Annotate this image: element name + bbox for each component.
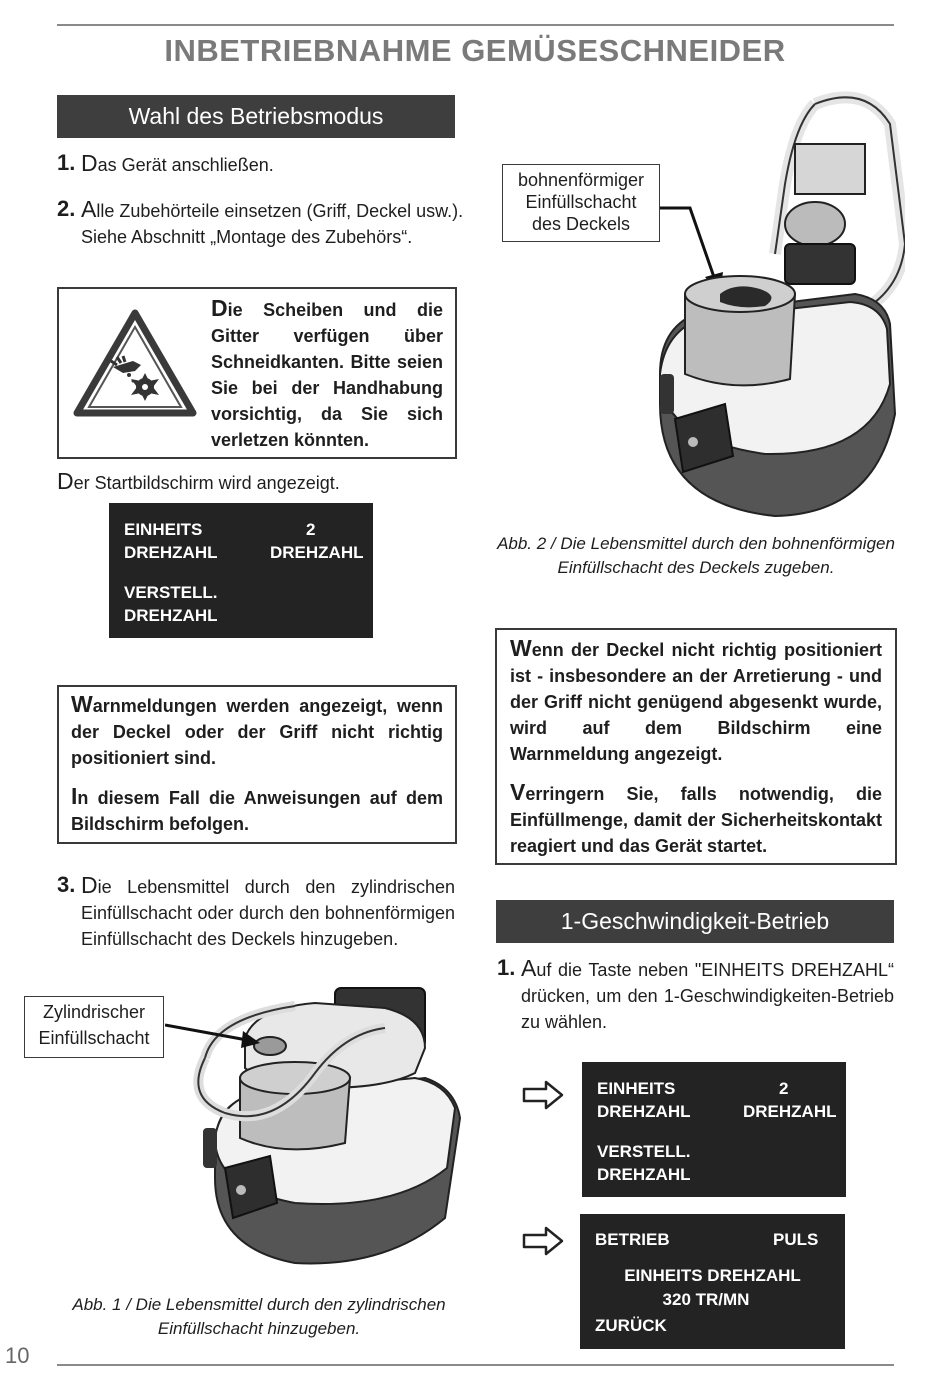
hollow-arrow-icon xyxy=(522,1226,564,1256)
display-single-speed xyxy=(580,1214,845,1349)
cut-hazard-icon xyxy=(73,309,197,419)
step-number: 3. xyxy=(57,872,76,897)
einheits-label: EINHEITS xyxy=(597,1079,676,1098)
drehzahl-bottom-label: DREHZAHL xyxy=(124,606,218,625)
step-number: 1. xyxy=(497,955,516,980)
verstell-label: VERSTELL. xyxy=(124,583,218,602)
section-heading-betriebsmodus: Wahl des Betriebsmodus xyxy=(57,95,455,138)
fig2-caption-line2: Einfüllschacht des Deckels zugeben. xyxy=(557,558,835,577)
warning-box xyxy=(57,287,457,459)
drehzahl-right-label: DREHZAHL xyxy=(743,1102,837,1121)
fig2-label-line3: des Deckels xyxy=(531,214,631,234)
step-text-line2: Siehe Abschnitt „Montage des Zubehörs“. xyxy=(81,227,413,247)
hollow-arrow-icon xyxy=(522,1080,564,1110)
page-title: INBETRIEBNAHME GEMÜSESCHNEIDER xyxy=(164,33,786,68)
note-box-right xyxy=(495,628,897,865)
verstell-label: VERSTELL. xyxy=(597,1142,691,1161)
fig2-caption xyxy=(497,532,895,580)
note-box-left xyxy=(57,685,457,844)
fig1-pointer-arrow xyxy=(165,1015,265,1055)
note-paragraph-2: Verringern Sie, falls notwendig, die Einfüllmenge, damit der Sicherheitskontakt reagiert und das Gerät startet. xyxy=(510,779,882,856)
fig1-caption xyxy=(57,1293,461,1341)
drehzahl-right-label: DREHZAHL xyxy=(270,543,364,562)
vegetable-cutter-figure-2 xyxy=(655,84,905,519)
fig2-label-line2: Einfüllschacht xyxy=(525,192,637,212)
fig2-label-bean-chute xyxy=(502,164,660,242)
start-screen-text: Der Startbildschirm wird angezeigt. xyxy=(57,468,340,494)
speed-value: 320 TR/MN xyxy=(662,1290,750,1309)
einheits-label: EINHEITS xyxy=(124,520,203,539)
drehzahl-bottom-label: DREHZAHL xyxy=(597,1165,691,1184)
note-paragraph-1: Wenn der Deckel nicht richtig positioniert ist - insbesondere an der Arretierung - und der Griff nicht genügend abgesenkt wurde, wird auf dem Bildschirm eine Warnmeldung angezeigt. xyxy=(510,635,882,764)
step-number: 1. xyxy=(57,150,76,175)
top-rule xyxy=(57,24,894,26)
zurueck-label: ZURÜCK xyxy=(595,1316,667,1335)
display-start-screen-2 xyxy=(582,1062,846,1197)
section-heading-1-geschwindigkeit: 1-Geschwindigkeit-Betrieb xyxy=(496,900,894,943)
step-text: Auf die Taste neben "EINHEITS DREHZAHL“ drücken, um den 1-Geschwindigkeiten-Betrieb zu wählen. xyxy=(521,955,894,1032)
fig1-label-line2: Einfüllschacht xyxy=(38,1028,150,1048)
bottom-rule xyxy=(57,1364,894,1366)
fig2-label-line1: bohnenförmiger xyxy=(517,170,645,190)
step-text-line1: Alle Zubehörteile einsetzen (Griff, Deckel usw.). xyxy=(81,196,464,222)
step-number: 2. xyxy=(57,196,76,221)
step-1 xyxy=(57,150,457,178)
fig1-caption-line2: Einfüllschacht hinzugeben. xyxy=(157,1319,361,1338)
step-3 xyxy=(57,872,455,952)
step-2 xyxy=(57,196,467,250)
step-text: Die Lebensmittel durch den zylindrischen Einfüllschacht oder durch den bohnenförmigen Einfüllschacht des Deckels hinzugeben. xyxy=(81,872,455,949)
drehzahl-label: DREHZAHL xyxy=(597,1102,691,1121)
page-number: 10 xyxy=(5,1343,30,1368)
step-text: Das Gerät anschließen. xyxy=(81,150,274,176)
speed-count: 2 xyxy=(779,1079,789,1098)
fig1-label-line1: Zylindrischer xyxy=(42,1002,146,1022)
fig1-caption-line1: Abb. 1 / Die Lebensmittel durch den zylindrischen xyxy=(72,1295,446,1314)
fig1-label-cylindrical-chute xyxy=(24,996,164,1058)
warning-text: Die Scheiben und die Gitter verfügen über Schneidkanten. Bitte seien Sie bei der Handhabung vorsichtig, da Sie sich verletzen könnten. xyxy=(211,295,443,450)
note-paragraph-2: In diesem Fall die Anweisungen auf dem Bildschirm befolgen. xyxy=(71,783,443,834)
fig2-caption-line1: Abb. 2 / Die Lebensmittel durch den bohnenförmigen xyxy=(497,534,895,553)
drehzahl-label: DREHZAHL xyxy=(124,543,218,562)
puls-label: PULS xyxy=(773,1230,819,1249)
note-paragraph-1: Warnmeldungen werden angezeigt, wenn der Deckel oder der Griff nicht richtig positioniert sind. xyxy=(71,691,443,768)
display-start-screen xyxy=(109,503,373,638)
mode-label: EINHEITS DREHZAHL xyxy=(624,1266,801,1285)
speed-count: 2 xyxy=(306,520,316,539)
betrieb-label: BETRIEB xyxy=(595,1230,670,1249)
step-1-speed xyxy=(497,955,894,1035)
